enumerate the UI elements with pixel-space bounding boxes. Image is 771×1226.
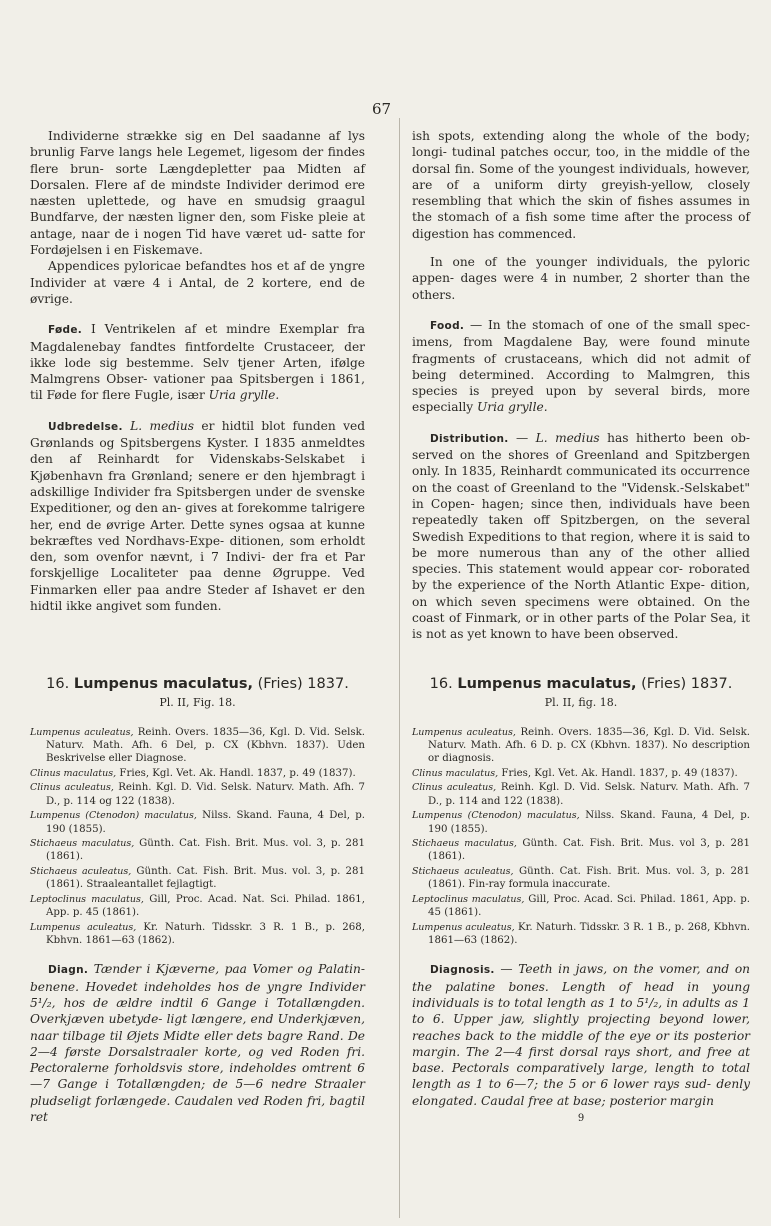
english-diagnosis-label: Diagnosis. xyxy=(430,964,495,977)
danish-species-section xyxy=(30,676,365,1125)
signature-mark: 9 xyxy=(577,1113,585,1125)
synonym-species: Lumpenus (Ctenodon) maculatus, xyxy=(412,810,580,822)
synonym-reference: Gill, Proc. Acad. Sci. Philad. 1861, App. p. 45 (1861). xyxy=(428,894,750,919)
danish-food-paragraph xyxy=(30,321,365,403)
english-diagnosis xyxy=(412,961,750,1109)
danish-distribution-species: L. medius xyxy=(130,418,195,433)
danish-species-author: (Fries) 1837. xyxy=(257,676,349,692)
danish-food-label: Føde. xyxy=(48,324,83,337)
danish-diagnosis-label: Diagn. xyxy=(48,964,89,977)
synonym-species: Stichaeus aculeatus, xyxy=(30,866,132,878)
synonym-entry xyxy=(412,767,750,780)
synonym-species: Clinus aculeatus, xyxy=(30,782,114,794)
synonym-reference: Kr. Naturh. Tidsskr. 3 R. 1 B., p. 268, Kbhvn. 1861—63 (1862). xyxy=(46,921,365,947)
english-species-number: 16. xyxy=(429,676,453,692)
synonym-species: Lumpenus aculeatus, xyxy=(412,726,516,738)
english-food-label: Food. xyxy=(430,319,465,332)
synonym-entry xyxy=(30,767,365,780)
synonym-reference: Günth. Cat. Fish. Brit. Mus. vol. 3, p. 281 (1861). Fin-ray formula inaccurate. xyxy=(428,866,750,891)
english-appendices: In one of the younger individuals, the pyloric appen- dages were 4 in number, 2 shorter than the others. xyxy=(412,255,750,302)
synonym-entry xyxy=(30,726,365,766)
synonym-reference: Reinh. Overs. 1835—36, Kgl. D. Vid. Selsk. Naturv. Math. Afh. 6 Del, p. CX (Kbhvn. 1837). Uden Beskrivelse eller Diagnose. xyxy=(46,726,366,764)
synonym-entry xyxy=(412,781,750,807)
synonym-reference: Reinh. Overs. 1835—36, Kgl. D. Vid. Selsk. Naturv. Math. Afh. 6 D. p. CX (Kbhvn. 1837). No description or diagnosis. xyxy=(428,726,751,764)
english-distribution-species: — L. medius xyxy=(516,430,600,445)
synonym-species: Lumpenus aculeatus, xyxy=(412,921,515,933)
danish-species-name: Lumpenus maculatus, xyxy=(73,676,254,692)
synonym-reference: Fries, Kgl. Vet. Ak. Handl. 1837, p. 49 (1837). xyxy=(501,767,738,779)
synonym-entry xyxy=(30,893,365,919)
synonym-species: Leptoclinus maculatus, xyxy=(30,894,144,906)
english-species-name: Lumpenus maculatus, xyxy=(457,676,637,692)
danish-distribution-paragraph xyxy=(30,418,365,615)
synonym-entry xyxy=(30,837,365,863)
danish-diagnosis-text: Tænder i Kjæverne, paa Vomer og Palatin- benene. Hovedet indeholdes hos de yngre Individer 5¹/₂, hos de ældre indtil 6 Gange i Totallængden. Overkjæven ubetyde- ligt længere, end Underkjæven, naar tilbage til Øjets Midte eller dets bagre Rand. De 2—4 første Dorsalstraaler korte, og ved Roden fri. Pectoralerne forholdsvis store, indeholdes omtrent 6—7 Gange i Totallængden; de 5—6 nedre Straaler pludseligt forlængede. Caudalen ved Roden fri, bagtil ret xyxy=(30,962,365,1125)
synonym-entry xyxy=(30,865,365,891)
synonym-species: Clinus aculeatus, xyxy=(412,782,497,794)
synonym-species: Lumpenus aculeatus, xyxy=(30,921,137,933)
danish-column xyxy=(30,128,365,614)
column-divider xyxy=(399,118,400,1218)
english-food-species: Uria grylle. xyxy=(477,400,548,415)
synonym-reference: Nilss. Skand. Fauna, 4 Del, p. 190 (1855). xyxy=(428,810,750,835)
synonym-species: Lumpenus (Ctenodon) maculatus, xyxy=(30,810,197,822)
synonym-reference: Gill, Proc. Acad. Nat. Sci. Philad. 1861, App. p. 45 (1861). xyxy=(46,894,365,919)
english-column xyxy=(412,128,750,643)
synonym-entry xyxy=(30,921,365,947)
synonym-entry xyxy=(412,893,750,919)
english-food-paragraph xyxy=(412,317,750,416)
english-diagnosis-text: — Teeth in jaws, on the vomer, and on the palatine bones. Length of head in young individuals is to total length as 1 to 5¹/₂, in adults as 1 to 6. Upper jaw, slightly projecting beyond lower, reaches back to the middle of the eye or its posterior margin. The 2—4 first dorsal rays short, and free at base. Pectorals comparatively large, length to total length as 1 to 6—7; the 5 or 6 lower rays sud- denly elongated. Caudal free at base; posterior margin xyxy=(412,962,750,1108)
synonym-reference: Günth. Cat. Fish. Brit. Mus. vol. 3, p. 281 (1861). xyxy=(46,838,365,863)
synonym-entry xyxy=(412,837,750,863)
synonym-reference: Günth. Cat. Fish. Brit. Mus. vol 3, p. 281 (1861). xyxy=(428,838,750,863)
synonym-species: Lumpenus aculeatus, xyxy=(30,726,134,738)
synonym-species: Stichaeus aculeatus, xyxy=(412,866,514,878)
synonym-species: Clinus maculatus, xyxy=(30,767,117,779)
danish-diagnosis xyxy=(30,961,365,1125)
synonym-reference: Fries, Kgl. Vet. Ak. Handl. 1837, p. 49 (1837). xyxy=(119,767,356,779)
synonym-entry xyxy=(412,726,750,766)
danish-food-text: I Ventrikelen af et mindre Exemplar fra Magdalenebay fandtes fintfordelte Crustaceer, der ikke lode sig bestemme. Selv tjener Arten, ifølge Malmgrens Obser- vationer paa Spitsbergen i 1861, til Føde for flere Fugle, især xyxy=(30,322,365,403)
english-food-text: — In the stomach of one of the small spec- imens, from Magdalene Bay, were found minute fragments of crustaceans, which did not admit of being determined. According to Malmgren, this species is preyed upon by several birds, more especially xyxy=(412,317,751,415)
danish-synonymy xyxy=(30,726,365,948)
synonym-entry xyxy=(412,921,750,947)
page-number: 67 xyxy=(372,100,392,118)
synonym-reference: Kr. Naturh. Tidsskr. 3 R. 1 B., p. 268, Kbhvn. 1861—63 (1862). xyxy=(428,921,750,947)
synonym-reference: Reinh. Kgl. D. Vid. Selsk. Naturv. Math. Afh. 7 D., p. 114 and 122 (1838). xyxy=(428,782,750,807)
danish-distribution-label: Udbredelse. xyxy=(48,420,123,433)
synonym-species: Leptoclinus maculatus, xyxy=(412,894,525,906)
danish-appendices: Appendices pyloricae befandtes hos et af de yngre Individer at være 4 i Antal, de 2 kortere, end de øvrige. xyxy=(30,259,365,306)
danish-species-heading xyxy=(30,676,365,692)
synonym-entry xyxy=(30,781,365,807)
synonym-reference: Reinh. Kgl. D. Vid. Selsk. Naturv. Math. Afh. 7 D., p. 114 og 122 (1838). xyxy=(46,782,365,807)
synonym-entry xyxy=(412,809,750,835)
danish-food-species: Uria grylle. xyxy=(208,388,280,403)
danish-species-number: 16. xyxy=(46,676,70,692)
synonym-entry xyxy=(30,809,365,835)
english-synonymy xyxy=(412,726,750,948)
danish-distribution-text: er hidtil blot funden ved Grønlands og Spitsbergens Kyster. I 1835 anmeldtes den af Reinhardt for Videnskabs-Selskabet i Kjøbenhavn fra Grønland; senere er den hjembragt i adskillige Individer fra Spitsbergen under de svenske Expeditioner, og den an- gives at forekomme talrigere her, end de øvrige Arter. Dette synes ogsaa at kunne bekræftes ved Nordhavs-Expe- ditionen, som erholdt den, som ovenfor nævnt, i 7 Indivi- der fra et Par forskjellige Localiteter paa denne Øgruppe. Ved Finmarken eller paa andre Steder af Ishavet er den hidtil ikke angivet som funden. xyxy=(30,418,366,614)
english-plate-ref: Pl. II, fig. 18. xyxy=(544,696,618,710)
english-intro: ish spots, extending along the whole of the body; longi- tudinal patches occur, too, in the middle of the dorsal fin. Some of the youngest individuals, however, are of a uniform dirty greyish-yellow, closely resembling that which the skin of fishes assumes in the stomach of a fish some time after the process of digestion has commenced. xyxy=(412,129,750,241)
english-distribution-paragraph xyxy=(412,430,750,643)
synonym-reference: Nilss. Skand. Fauna, 4 Del, p. 190 (1855). xyxy=(46,810,365,835)
english-distribution-text: has hitherto been ob- served on the shores of Greenland and Spitzbergen only. In 1835, Reinhardt communicated its occurrence on the coast of Greenland to the "Vidensk.-Selskabet" in Copen- hagen; since then, individuals have been repeatedly taken off Spitzbergen, on the several Swedish Expeditions to that region, where it is said to be more numerous than any of the other allied species. This statement would appear cor- roborated by the experience of the North Atlantic Expe- dition, on which seven specimens were obtained. On the coast of Finmark, or in other parts of the Polar Sea, it is not as yet known to have been observed. xyxy=(412,430,751,642)
synonym-entry xyxy=(412,865,750,891)
danish-plate-ref: Pl. II, Fig. 18. xyxy=(159,696,236,710)
synonym-reference: Günth. Cat. Fish. Brit. Mus. vol. 3, p. 281 (1861). Straaleantallet fejlagtigt. xyxy=(46,866,365,891)
english-distribution-label: Distribution. xyxy=(430,432,509,445)
synonym-species: Clinus maculatus, xyxy=(412,767,499,779)
english-species-section xyxy=(412,676,750,1127)
danish-intro: Individerne strække sig en Del saadanne af lys brunlig Farve langs hele Legemet, ligesom der findes flere brun- sorte Længdepletter paa Midten af Dorsalen. Flere af de mindste Individer derimod ere næsten uplettede, og have en smudsig graagul Bundfarve, der næsten ligner den, som Fiske pleie at antage, naar de i nogen Tid have været ud- satte for Fordøjelsen i en Fiskemave. xyxy=(30,129,365,258)
synonym-species: Stichaeus maculatus, xyxy=(30,838,135,850)
english-species-heading xyxy=(412,676,750,692)
english-species-author: (Fries) 1837. xyxy=(641,676,733,692)
synonym-species: Stichaeus maculatus, xyxy=(412,838,517,850)
